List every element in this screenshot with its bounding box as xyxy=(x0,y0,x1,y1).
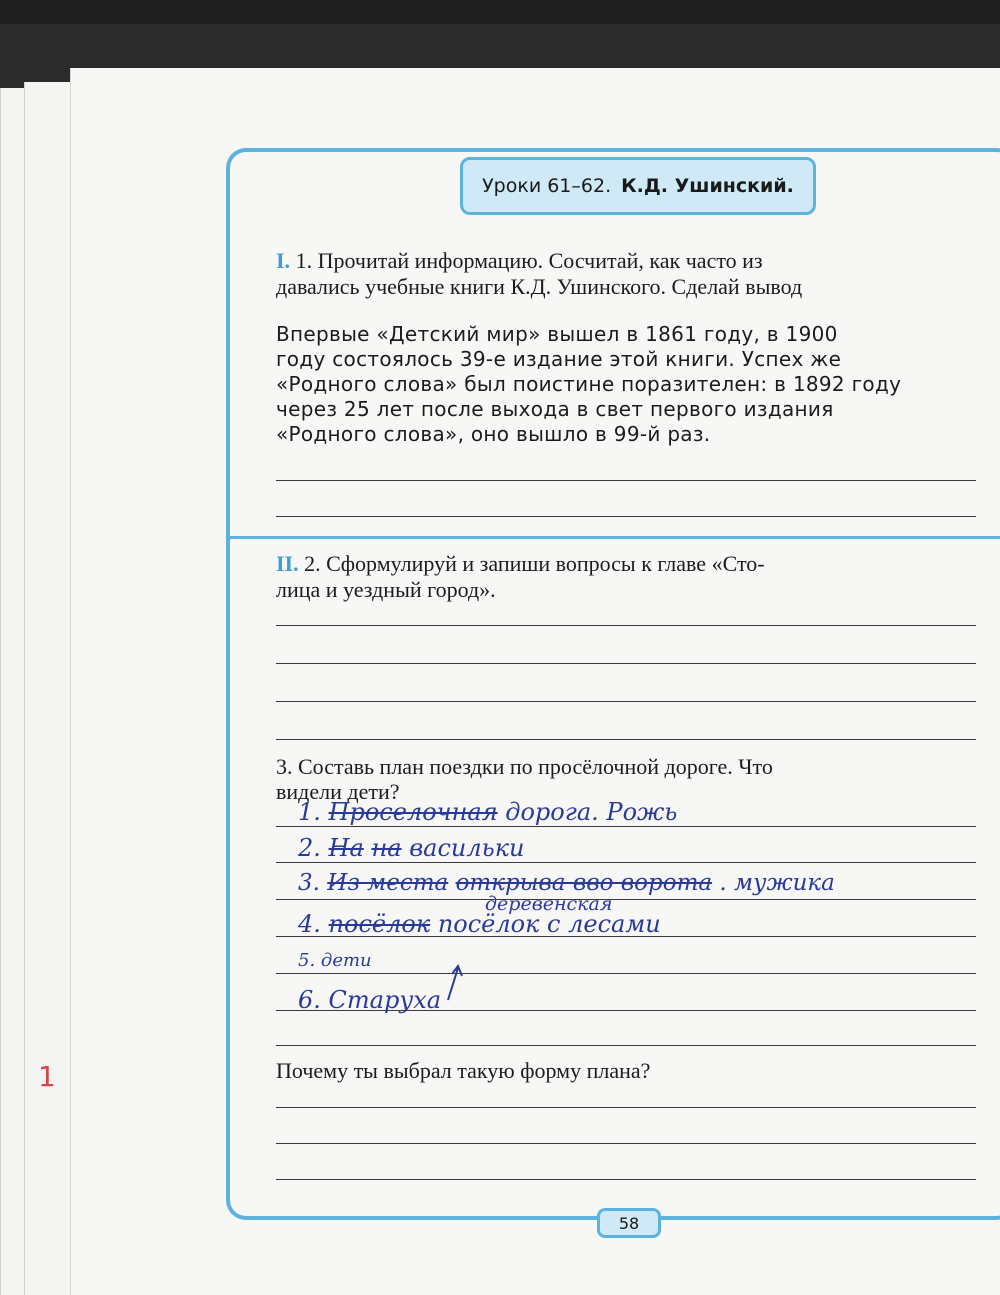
answer-line xyxy=(276,701,976,702)
handwritten-plan-item-5: 5. дети xyxy=(298,950,372,971)
answer-line xyxy=(276,1143,976,1144)
lesson-title xyxy=(460,157,816,215)
plan-form-question: Почему ты выбрал такую форму плана? xyxy=(276,1058,651,1083)
answer-line xyxy=(276,625,976,626)
answer-line xyxy=(276,516,976,517)
task2-line1 xyxy=(276,551,996,577)
answer-line xyxy=(276,1045,976,1046)
answer-line xyxy=(276,663,976,664)
handwritten-plan-item-3: 3. Из места открыва вво ворота . мужика xyxy=(298,870,835,896)
roman-numeral-1: I. xyxy=(276,248,291,273)
task1-text-1: 1. Прочитай информацию. Сосчитай, как часто из xyxy=(295,248,763,273)
info-line: «Родного слова», оно вышло в 99-й раз. xyxy=(276,422,711,446)
handwritten-plan-item-4: 4. посёлок посёлок с лесами xyxy=(298,910,661,938)
info-line: Впервые «Детский мир» вышел в 1861 году, в 1900 xyxy=(276,322,838,346)
answer-line xyxy=(276,899,976,900)
roman-numeral-2: II. xyxy=(276,551,299,576)
answer-line xyxy=(276,1107,976,1108)
task3-line2: видели дети? xyxy=(276,779,400,804)
section-divider xyxy=(230,536,1000,539)
task3-line1: 3. Составь план поездки по просёлочной дороге. Что xyxy=(276,754,773,779)
answer-line xyxy=(276,826,976,827)
info-line: через 25 лет после выхода в свет первого издания xyxy=(276,397,834,421)
answer-line xyxy=(276,1179,976,1180)
answer-line xyxy=(276,739,976,740)
info-line: году состоялось 39-е издание этой книги. Успех же xyxy=(276,347,842,371)
margin-mark: 1 xyxy=(38,1060,56,1093)
author-label: К.Д. Ушинский. xyxy=(621,175,794,197)
task2-line2: лица и уездный город». xyxy=(276,577,496,602)
task1-line2: давались учебные книги К.Д. Ушинского. Сделай вывод xyxy=(276,274,803,299)
lesson-label: Уроки 61–62. xyxy=(482,175,612,197)
handwritten-insertion: деревенская xyxy=(485,893,613,915)
page-number: 58 xyxy=(597,1208,661,1238)
task1-line1 xyxy=(276,248,996,274)
handwritten-arrow-icon xyxy=(440,962,470,1002)
answer-line xyxy=(276,973,976,974)
handwritten-plan-item-1: 1. Проселочная дорога. Рожь xyxy=(298,798,678,826)
info-line: «Родного слова» был поистине поразителен: в 1892 году xyxy=(276,372,902,396)
handwritten-plan-item-6: 6. Старуха xyxy=(298,986,442,1014)
answer-line xyxy=(276,862,976,863)
answer-line xyxy=(276,480,976,481)
scan-background xyxy=(0,0,1000,24)
task2-text-1: 2. Сформулируй и запиши вопросы к главе «Сто- xyxy=(304,551,765,576)
handwritten-plan-item-2: 2. На на васильки xyxy=(298,834,525,862)
page-stack-edge xyxy=(24,82,75,1295)
